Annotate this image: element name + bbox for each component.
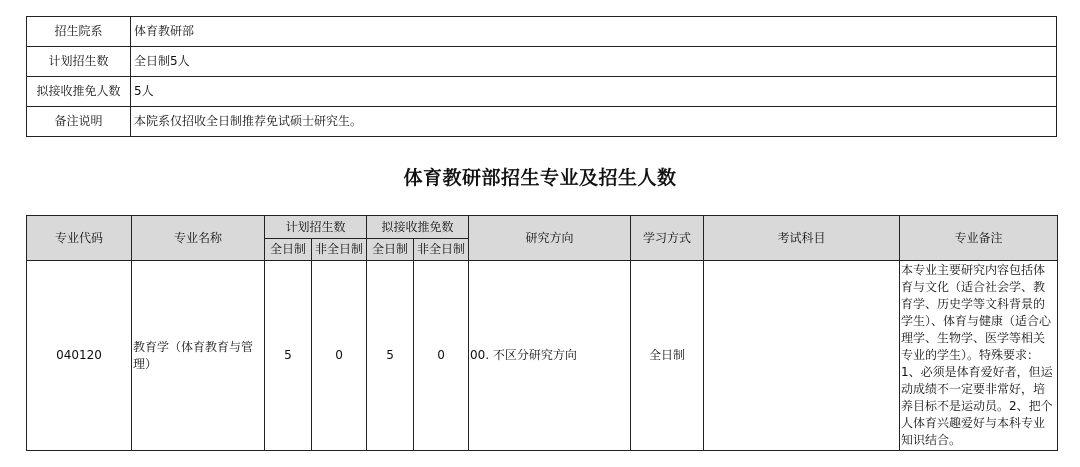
header-plan: 计划招生数: [265, 216, 367, 239]
cell-study-mode: 全日制: [631, 261, 704, 451]
table-row: [27, 261, 1058, 451]
header-plan-full-time: 全日制: [265, 239, 312, 261]
cell-exam: [704, 261, 900, 451]
header-study-mode: 学习方式: [631, 216, 704, 261]
info-value-department: 体育教研部: [131, 17, 1057, 47]
info-value-exempt: 5人: [131, 77, 1057, 107]
cell-direction: 00. 不区分研究方向: [469, 261, 631, 451]
info-row-department: [27, 17, 1057, 47]
info-row-remark: [27, 107, 1057, 137]
header-name: 专业名称: [132, 216, 265, 261]
cell-note: 本专业主要研究内容包括体育与文化（适合社会学、教育学、历史学等文科背景的学生）、体育与健康（适合心理学、生物学、医学等相关专业的学生）。特殊要求：1、必须是体育爱好者，但运动成绩不一定要非常好，培养目标不是运动员。2、把个人体育兴趣爱好与本科专业知识结合。: [900, 261, 1058, 451]
info-label-remark: 备注说明: [27, 107, 131, 137]
cell-exempt-part: 0: [414, 261, 469, 451]
page-title: 体育教研部招生专业及招生人数: [403, 167, 677, 189]
header-plan-part-time: 非全日制: [312, 239, 367, 261]
cell-code: 040120: [27, 261, 132, 451]
info-label-exempt: 拟接收推免人数: [27, 77, 131, 107]
info-value-remark: 本院系仅招收全日制推荐免试硕士研究生。: [131, 107, 1057, 137]
info-label-plan: 计划招生数: [27, 47, 131, 77]
header-direction: 研究方向: [469, 216, 631, 261]
header-exempt-part-time: 非全日制: [414, 239, 469, 261]
header-code: 专业代码: [27, 216, 132, 261]
header-note: 专业备注: [900, 216, 1058, 261]
info-label-department: 招生院系: [27, 17, 131, 47]
header-exempt: 拟接收推免数: [367, 216, 469, 239]
info-value-plan: 全日制5人: [131, 47, 1057, 77]
cell-exempt-full: 5: [367, 261, 414, 451]
info-table: [26, 16, 1057, 137]
header-row-1: [27, 216, 1058, 239]
cell-plan-part: 0: [312, 261, 367, 451]
cell-plan-full: 5: [265, 261, 312, 451]
header-exempt-full-time: 全日制: [367, 239, 414, 261]
info-row-exempt: [27, 77, 1057, 107]
header-exam: 考试科目: [704, 216, 900, 261]
cell-name: 教育学（体育教育与管理）: [132, 261, 265, 451]
info-row-plan: [27, 47, 1057, 77]
major-table: [26, 215, 1058, 451]
